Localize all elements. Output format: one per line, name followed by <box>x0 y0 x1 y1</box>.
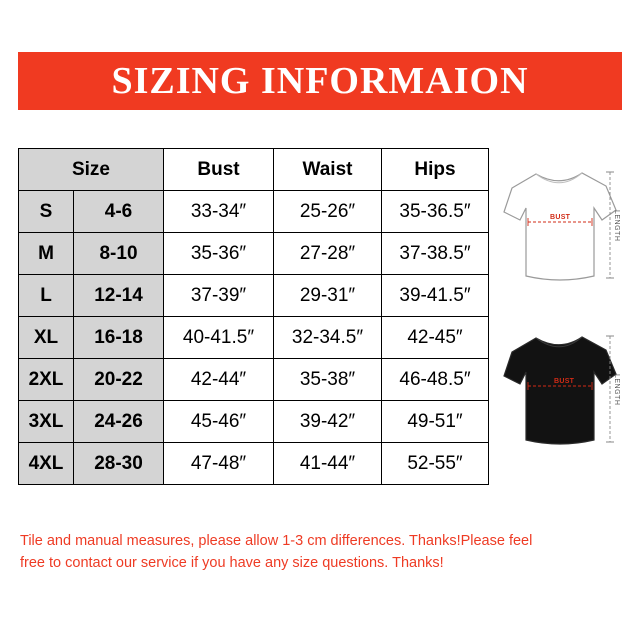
white-tshirt-icon <box>498 148 622 296</box>
cell-number: 16-18 <box>74 317 164 359</box>
cell-bust: 37-39″ <box>164 275 274 317</box>
cell-hips: 46-48.5″ <box>382 359 489 401</box>
cell-bust: 45-46″ <box>164 401 274 443</box>
cell-number: 4-6 <box>74 191 164 233</box>
cell-waist: 41-44″ <box>274 443 382 485</box>
cell-size: 2XL <box>19 359 74 401</box>
note-line-1: Tile and manual measures, please allow 1-3 cm differences. Thanks!Please feel <box>20 533 533 549</box>
cell-number: 24-26 <box>74 401 164 443</box>
cell-hips: 35-36.5″ <box>382 191 489 233</box>
table-row <box>19 317 489 359</box>
cell-hips: 52-55″ <box>382 443 489 485</box>
white-tshirt-illustration <box>498 148 622 296</box>
bust-label: BUST <box>550 214 571 221</box>
cell-number: 8-10 <box>74 233 164 275</box>
bust-label: BUST <box>554 378 575 385</box>
cell-number: 20-22 <box>74 359 164 401</box>
cell-waist: 27-28″ <box>274 233 382 275</box>
cell-size: S <box>19 191 74 233</box>
cell-hips: 39-41.5″ <box>382 275 489 317</box>
page-title: SIZING INFORMAION <box>111 60 529 102</box>
cell-number: 28-30 <box>74 443 164 485</box>
cell-waist: 39-42″ <box>274 401 382 443</box>
table-row <box>19 443 489 485</box>
column-header-size: Size <box>19 149 164 191</box>
black-tshirt-icon <box>498 312 622 460</box>
cell-size: 4XL <box>19 443 74 485</box>
cell-hips: 37-38.5″ <box>382 233 489 275</box>
cell-bust: 40-41.5″ <box>164 317 274 359</box>
length-label: LENGTH <box>613 374 620 406</box>
cell-waist: 25-26″ <box>274 191 382 233</box>
cell-bust: 35-36″ <box>164 233 274 275</box>
cell-number: 12-14 <box>74 275 164 317</box>
cell-waist: 32-34.5″ <box>274 317 382 359</box>
table-row <box>19 401 489 443</box>
cell-size: XL <box>19 317 74 359</box>
black-tshirt-illustration <box>498 312 622 460</box>
length-label: LENGTH <box>613 210 620 242</box>
column-header-hips: Hips <box>382 149 489 191</box>
cell-bust: 42-44″ <box>164 359 274 401</box>
note-line-2: free to contact our service if you have any size questions. Thanks! <box>20 555 444 572</box>
cell-hips: 42-45″ <box>382 317 489 359</box>
garment-illustrations <box>498 148 622 476</box>
cell-bust: 33-34″ <box>164 191 274 233</box>
table-header-row <box>19 149 489 191</box>
size-table <box>18 148 489 485</box>
cell-bust: 47-48″ <box>164 443 274 485</box>
cell-size: L <box>19 275 74 317</box>
cell-waist: 35-38″ <box>274 359 382 401</box>
table-row <box>19 275 489 317</box>
column-header-waist: Waist <box>274 149 382 191</box>
table-row <box>19 191 489 233</box>
title-banner <box>18 52 622 110</box>
size-chart <box>18 148 488 485</box>
table-row <box>19 359 489 401</box>
table-row <box>19 233 489 275</box>
column-header-bust: Bust <box>164 149 274 191</box>
cell-waist: 29-31″ <box>274 275 382 317</box>
measurement-note <box>20 530 590 575</box>
cell-size: M <box>19 233 74 275</box>
cell-hips: 49-51″ <box>382 401 489 443</box>
cell-size: 3XL <box>19 401 74 443</box>
